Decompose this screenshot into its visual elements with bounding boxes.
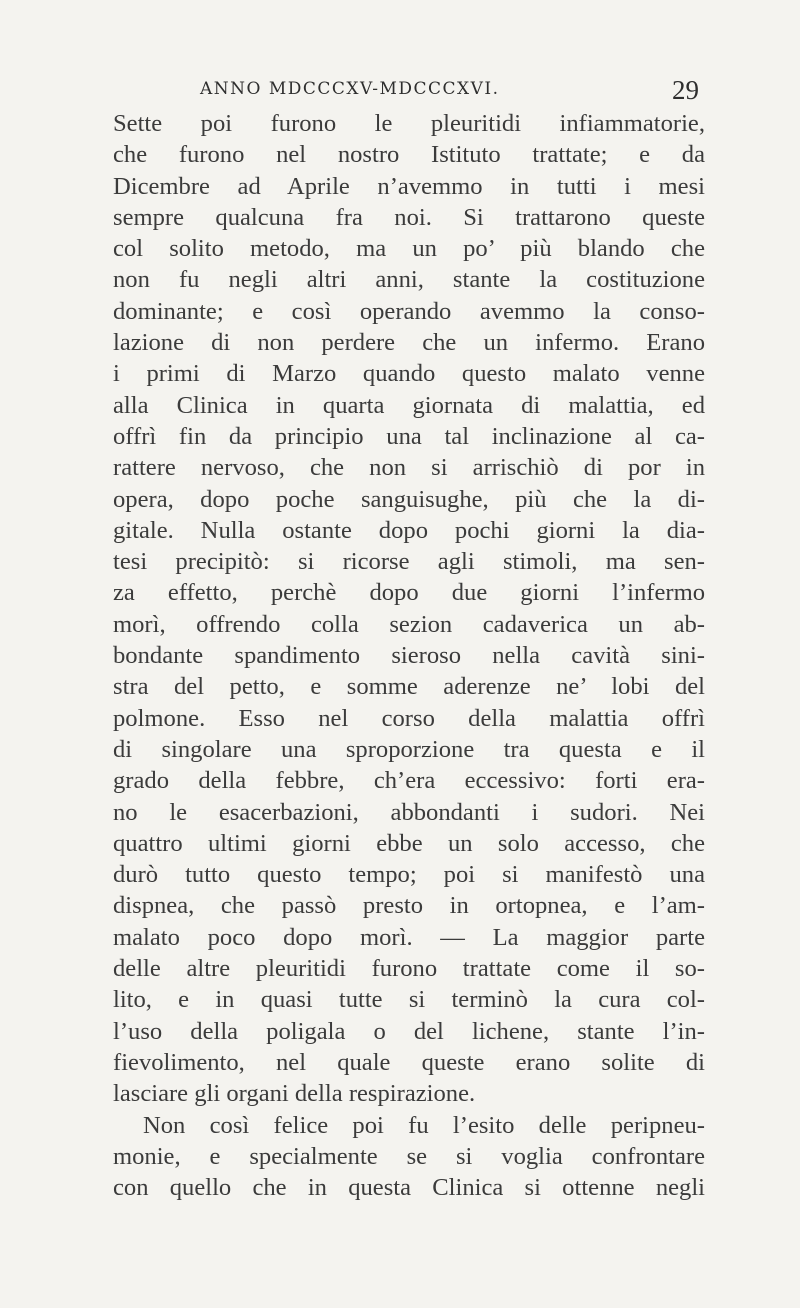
text-line: fievolimento, nel quale queste erano solite di bbox=[113, 1048, 705, 1076]
text-line: alla Clinica in quarta giornata di malattia, ed bbox=[113, 391, 705, 419]
text-line: lasciare gli organi della respirazione. bbox=[113, 1080, 476, 1108]
text-line: stra del petto, e somme aderenze ne’ lobi del bbox=[113, 673, 705, 701]
text-line: opera, dopo poche sanguisughe, più che la di- bbox=[113, 485, 705, 513]
page-number: 29 bbox=[672, 75, 699, 105]
text-line: non fu negli altri anni, stante la costituzione bbox=[113, 266, 705, 294]
text-line: i primi di Marzo quando questo malato venne bbox=[113, 360, 705, 388]
text-line: grado della febbre, ch’era eccessivo: forti era- bbox=[113, 767, 705, 795]
text-line: durò tutto questo tempo; poi si manifestò una bbox=[113, 861, 705, 889]
text-line: malato poco dopo morì. — La maggior parte bbox=[113, 923, 705, 951]
text-line: lazione di non perdere che un infermo. Erano bbox=[113, 329, 705, 357]
text-line: offrì fin da principio una tal inclinazione al ca- bbox=[113, 422, 705, 450]
running-head bbox=[112, 75, 707, 109]
text-line: za effetto, perchè dopo due giorni l’infermo bbox=[113, 579, 705, 607]
text-line: morì, offrendo colla sezion cadaverica un ab- bbox=[113, 610, 705, 638]
text-line: quattro ultimi giorni ebbe un solo accesso, che bbox=[113, 829, 705, 857]
text-line: che furono nel nostro Istituto trattate; e da bbox=[113, 141, 705, 169]
running-head-title: ANNO MDCCCXV-MDCCCXVI. bbox=[200, 79, 500, 99]
text-line: tesi precipitò: si ricorse agli stimoli, ma sen- bbox=[113, 548, 705, 576]
text-line: lito, e in quasi tutte si terminò la cura col- bbox=[113, 986, 705, 1014]
text-line: polmone. Esso nel corso della malattia offrì bbox=[113, 704, 705, 732]
text-line: dispnea, che passò presto in ortopnea, e l’am- bbox=[113, 892, 705, 920]
text-line: l’uso della poligala o del lichene, stante l’in- bbox=[113, 1017, 705, 1045]
text-line: gitale. Nulla ostante dopo pochi giorni la dia- bbox=[113, 516, 705, 544]
text-line: no le esacerbazioni, abbondanti i sudori. Nei bbox=[113, 798, 705, 826]
text-line: Non così felice poi fu l’esito delle peripneu- bbox=[143, 1111, 705, 1139]
text-line: con quello che in questa Clinica si ottenne negli bbox=[113, 1174, 705, 1202]
text-line: rattere nervoso, che non si arrischiò di por in bbox=[113, 454, 705, 482]
text-line: col solito metodo, ma un po’ più blando che bbox=[113, 235, 705, 263]
text-line: Sette poi furono le pleuritidi infiammatorie, bbox=[113, 110, 705, 137]
text-line: di singolare una sproporzione tra questa e il bbox=[113, 735, 705, 763]
text-line: sempre qualcuna fra noi. Si trattarono queste bbox=[113, 203, 705, 231]
text-line: dominante; e così operando avemmo la conso- bbox=[113, 297, 705, 325]
text-line: delle altre pleuritidi furono trattate come il so- bbox=[113, 955, 705, 983]
text-line: Dicembre ad Aprile n’avemmo in tutti i mesi bbox=[113, 172, 705, 200]
body-text bbox=[113, 108, 705, 1203]
text-line: bondante spandimento sieroso nella cavità sini- bbox=[113, 642, 705, 670]
text-line: monie, e specialmente se si voglia confrontare bbox=[113, 1142, 705, 1170]
